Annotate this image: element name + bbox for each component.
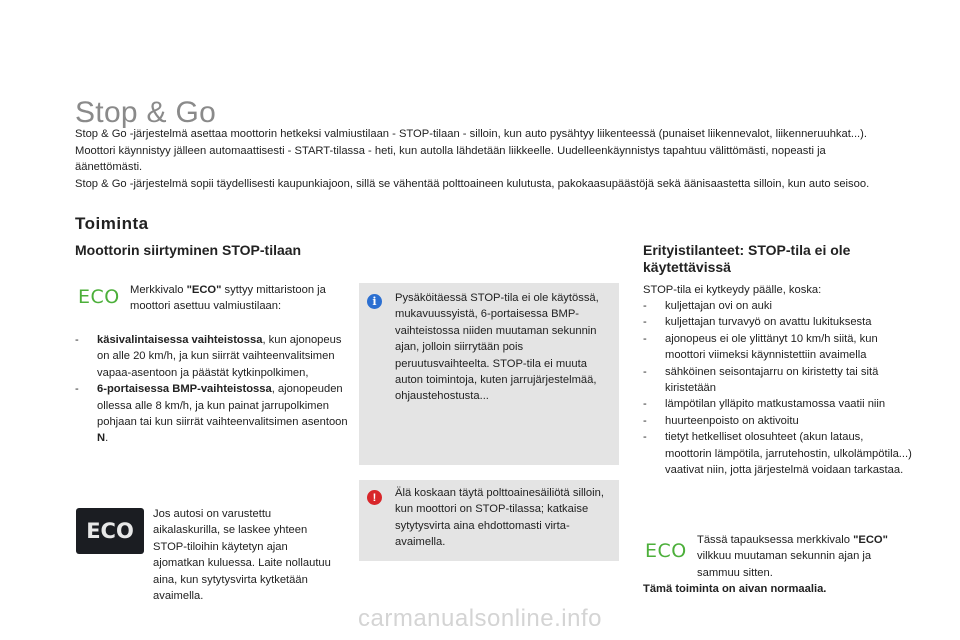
intro-paragraph-2: Stop & Go -järjestelmä sopii täydellisesti kaupunkiajoon, sillä se vähentää polttoaineen kulutusta, pakokaasupäästöjä sekä äänisaastetta silloin, kun auto seisoo.: [75, 177, 870, 190]
right-conditions-list: [643, 298, 913, 478]
list-item: - sähköinen seisontajarru on kiristetty tai sitä kiristetään: [643, 364, 913, 397]
eco-blink-icon: ECO: [645, 540, 687, 562]
right-heading: Erityistilanteet: STOP-tila ei ole käytettävissä: [643, 242, 851, 275]
watermark: carmanualsonline.info: [358, 605, 602, 632]
list-item: - lämpötilan ylläpito matkustamossa vaatii niin: [643, 396, 913, 412]
eco-indicator-text: Merkkivalo "ECO" syttyy mittaristoon ja moottori asettuu valmiustilaan:: [130, 284, 326, 313]
list-item: - kuljettajan ovi on auki: [643, 298, 913, 314]
right-intro: STOP-tila ei kytkeydy päälle, koska:: [643, 284, 822, 296]
left-heading: Moottorin siirtyminen STOP-tilaan: [75, 242, 302, 258]
eco-button-icon: ECO: [76, 508, 144, 554]
eco-button-text: Jos autosi on varustettu aikalaskurilla, se laskee yhteen STOP-tiloihin käytetyn ajan ajomatkan kuluessa. Laite nollautuu aina, kun sytytysvirta kytketään avaimella.: [153, 508, 331, 603]
intro-paragraph-1: Stop & Go -järjestelmä asettaa moottorin hetkeksi valmiustilaan - STOP-tilaan - silloin, kun auto pysähtyy liikenteessä (punaiset liikennevalot, liikenneruuhkat...). Moottori käynnistyy jälleen automaattisesti - START-tilassa - heti, kun autolla lähdetään liikkeelle. Uudelleenkäynnistys tapahtuu välittömästi, nopeasti ja äänettömästi.: [75, 128, 868, 173]
section-heading: Toiminta: [75, 214, 149, 233]
info-text: Pysäköitäessä STOP-tila ei ole käytössä, mukavuussyistä, 6-portaisessa BMP-vaihteistossa niiden muutaman sekunnin ajan, jolloin siirrytään pois peruutusvaihteelta. STOP-tila ei muuta auton toimintoja, kuten jarrujärjestelmää, ohjaustehostusta...: [395, 292, 599, 403]
page-title: Stop & Go: [75, 96, 217, 129]
list-item: - huurteenpoisto on aktivoitu: [643, 413, 913, 429]
list-item: - tietyt hetkelliset olosuhteet (akun lataus, moottorin lämpötila, jarrutehostin, ulkolämpötila...) vaativat niin, jotta järjestelmä voidaan tarkastaa.: [643, 429, 913, 478]
left-conditions-list: [75, 332, 350, 447]
warning-text: Älä koskaan täytä polttoainesäiliötä silloin, kun moottori on STOP-tilassa; katkaise sytytysvirta aina ehdottomasti virta-avaimella.: [395, 487, 604, 549]
warning-icon: !: [367, 490, 382, 505]
list-item: - 6-portaisessa BMP-vaihteistossa, ajonopeuden ollessa alle 8 km/h, ja kun painat jarrupolkimen pohjaan tai kun siirrät vaihteenvalitsimen asentoon N.: [75, 381, 350, 447]
eco-blink-text: Tässä tapauksessa merkkivalo "ECO" vilkkuu muutaman sekunnin ajan ja sammuu sitten.: [697, 534, 888, 579]
list-item: - käsivalintaisessa vaihteistossa, kun ajonopeus on alle 20 km/h, ja kun siirrät vaihteenvalitsimen vapaa-asentoon ja päästät kytkinpolkimen,: [75, 332, 350, 381]
intro-text: [75, 126, 895, 192]
list-item: - kuljettajan turvavyö on avattu lukituksesta: [643, 314, 913, 330]
list-item: - ajonopeus ei ole ylittänyt 10 km/h siitä, kun moottori viimeksi käynnistettiin avaimella: [643, 331, 913, 364]
info-icon: i: [367, 294, 382, 309]
normal-operation-note: Tämä toiminta on aivan normaalia.: [643, 583, 827, 595]
eco-indicator-icon: ECO: [78, 286, 120, 308]
